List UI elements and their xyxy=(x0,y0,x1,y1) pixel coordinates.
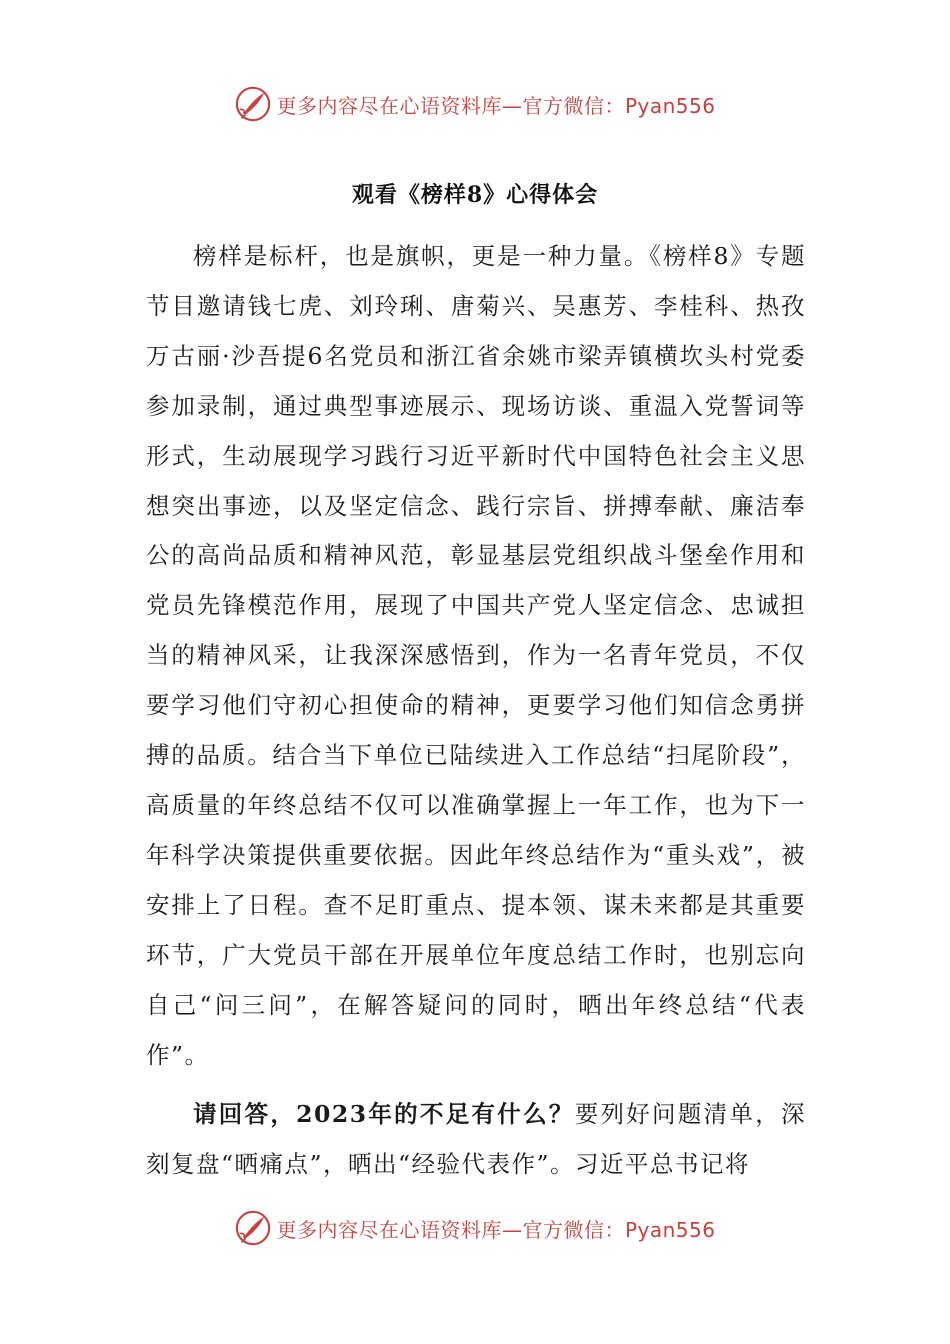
watermark-header xyxy=(0,84,950,124)
body-paragraph xyxy=(146,232,806,1080)
watermark-text: 更多内容尽在心语资料库—官方微信：Pyan556 xyxy=(276,1217,716,1242)
body-paragraph xyxy=(146,1090,806,1190)
watermark-footer xyxy=(0,1208,950,1248)
paragraph-text: 榜样是标杆，也是旗帜，更是一种力量。《榜样8》专题节目邀请钱七虎、刘玲琍、唐菊兴、吴惠芳、李桂科、热孜万古丽·沙吾提6名党员和浙江省余姚市梁弄镇横坎头村党委参加录制，通过典型事迹展示、现场访谈、重温入党誓词等形式，生动展现学习践行习近平新时代中国特色社会主义思想突出事迹，以及坚定信念、践行宗旨、拼搏奉献、廉洁奉公的高尚品质和精神风范，彰显基层党组织战斗堡垒作用和党员先锋模范作用，展现了中国共产党人坚定信念、忠诚担当的精神风采，让我深深感悟到，作为一名青年党员，不仅要学习他们守初心担使命的精神，更要学习他们知信念勇拼搏的品质。结合当下单位已陆续进入工作总结“扫尾阶段”，高质量的年终总结不仅可以准确掌握上一年工作，也为下一年科学决策提供重要依据。因此年终总结作为“重头戏”，被安排上了日程。查不足盯重点、提本领、谋未来都是其重要环节，广大党员干部在开展单位年度总结工作时，也别忘向自己“问三问”，在解答疑问的同时，晒出年终总结“代表作”。 xyxy=(146,242,806,1069)
quill-pen-logo-icon xyxy=(234,85,272,123)
quill-pen-logo-icon xyxy=(234,1209,272,1247)
paragraph-lead-bold: 请回答，2023年的不足有什么？ xyxy=(193,1100,575,1128)
paragraph-text: 要列好问题清单，深刻复盘“晒痛点”，晒出“经验代表作”。习近平总书记将 xyxy=(146,1100,807,1178)
watermark-text: 更多内容尽在心语资料库—官方微信：Pyan556 xyxy=(276,93,716,118)
document-title: 观看《榜样8》心得体会 xyxy=(351,182,599,208)
